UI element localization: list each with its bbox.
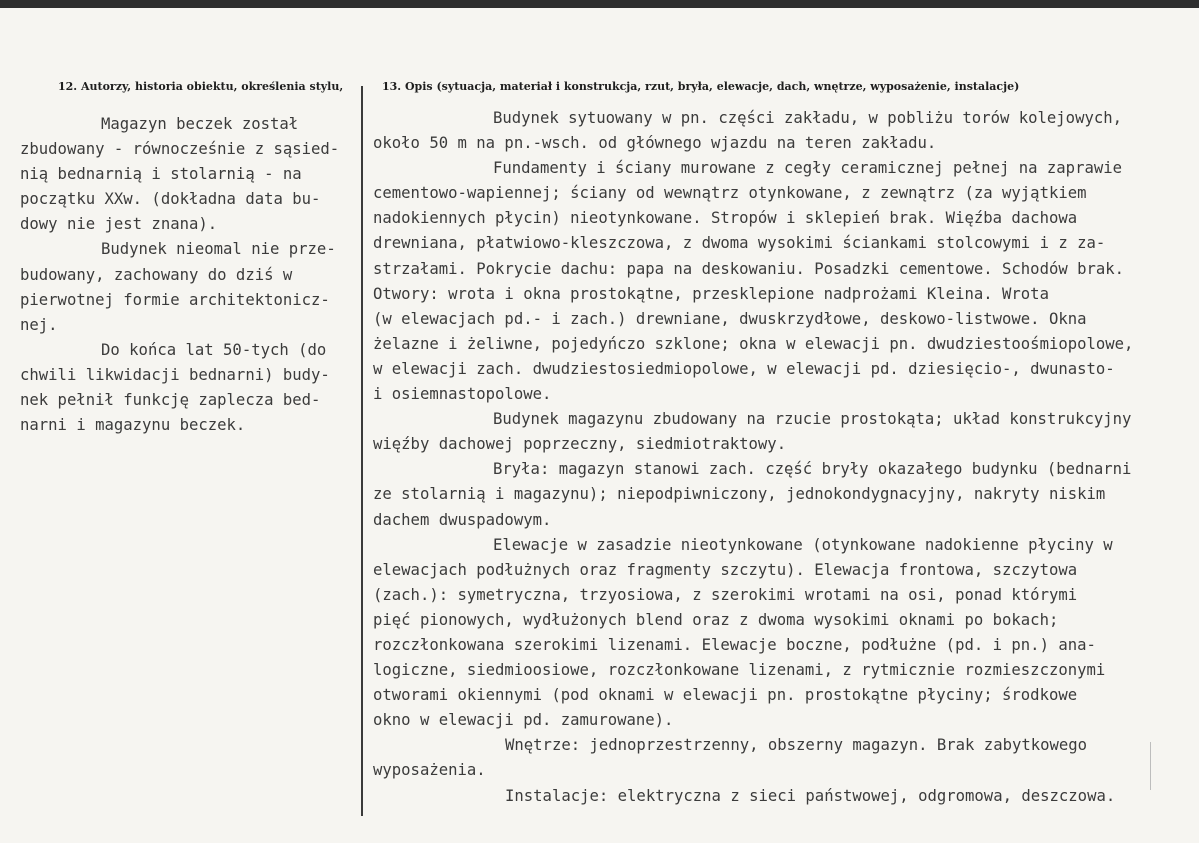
text-line: wyposażenia. <box>373 761 486 780</box>
text-line: budowany, zachowany do dziś w <box>20 265 293 284</box>
text-line: nej. <box>20 315 58 334</box>
text-line: Do końca lat 50-tych (do <box>101 340 327 359</box>
text-line: (zach.): symetryczna, trzyosiowa, z szerokimi wrotami na osi, ponad którymi <box>373 585 1078 604</box>
text-line: Elewacje w zasadzie nieotynkowane (otynkowane nadokienne płyciny w <box>493 535 1113 554</box>
section-12-text <box>20 112 339 438</box>
margin-mark <box>1150 742 1151 790</box>
text-line: pięć pionowych, wydłużonych blend oraz z dwoma wysokimi oknami po bokach; <box>373 610 1059 629</box>
text-line: cementowo-wapiennej; ściany od wewnątrz otynkowane, z zewnątrz (za wyjątkiem <box>373 184 1087 203</box>
text-line: Budynek magazynu zbudowany na rzucie prostokąta; układ konstrukcyjny <box>493 410 1132 429</box>
text-line: Wnętrze: jednoprzestrzenny, obszerny magazyn. Brak zabytkowego <box>505 736 1088 755</box>
text-line: nek pełnił funkcję zaplecza bed- <box>20 391 321 410</box>
top-edge-rule <box>0 0 1199 8</box>
text-line: chwili likwidacji bednarni) budy- <box>20 365 330 384</box>
text-line: narni i magazynu beczek. <box>20 416 246 435</box>
text-line: Otwory: wrota i okna prostokątne, przesklepione nadprożami Kleina. Wrota <box>373 284 1049 303</box>
text-line: Bryła: magazyn stanowi zach. część bryły okazałego budynku (bednarni <box>493 460 1132 479</box>
text-line: pierwotnej formie architektonicz- <box>20 290 330 309</box>
text-line: nią bednarnią i stolarnią - na <box>20 165 302 184</box>
section-13-text <box>373 106 1133 809</box>
text-line: Budynek nieomal nie prze- <box>101 240 336 259</box>
text-line: drewniana, płatwiowo-kleszczowa, z dwoma wysokimi ściankami stolcowymi i z za- <box>373 234 1106 253</box>
text-line: Budynek sytuowany w pn. części zakładu, w pobliżu torów kolejowych, <box>493 109 1123 127</box>
text-line: Fundamenty i ściany murowane z cegły ceramicznej pełnej na zaprawie <box>493 159 1123 178</box>
text-line: początku XXw. (dokładna data bu- <box>20 190 321 209</box>
text-line: dowy nie jest znana). <box>20 215 218 234</box>
text-line: logiczne, siedmioosiowe, rozczłonkowane lizenami, z rytmicznie rozmieszczonymi <box>373 661 1106 680</box>
text-line: ze stolarnią i magazynu); niepodpiwniczony, jednokondygnacyjny, nakryty niskim <box>373 485 1106 504</box>
text-line: nadokiennych płycin) nieotynkowane. Stropów i sklepień brak. Więźba dachowa <box>373 209 1078 228</box>
text-line: okno w elewacji pd. zamurowane). <box>373 711 674 730</box>
text-line: Instalacje: elektryczna z sieci państwowej, odgromowa, deszczowa. <box>505 786 1116 805</box>
text-line: dachem dwuspadowym. <box>373 510 552 529</box>
text-line: około 50 m na pn.-wsch. od głównego wjazdu na teren zakładu. <box>373 134 937 153</box>
text-line: elewacjach podłużnych oraz fragmenty szczytu). Elewacja frontowa, szczytowa <box>373 560 1078 579</box>
text-line: Magazyn beczek został <box>101 115 299 133</box>
text-line: żelazne i żeliwne, pojedyńczo szklone; okna w elewacji pn. dwudziestoośmiopolowe, <box>373 334 1134 353</box>
text-line: strzałami. Pokrycie dachu: papa na deskowaniu. Posadzki cementowe. Schodów brak. <box>373 259 1125 278</box>
section-12-heading: 12. Autorzy, historia obiektu, określenia stylu, <box>58 80 344 93</box>
column-divider <box>361 86 363 816</box>
text-line: więźby dachowej poprzeczny, siedmiotraktowy. <box>373 435 787 454</box>
section-13-heading: 13. Opis (sytuacja, materiał i konstrukcja, rzut, bryła, elewacje, dach, wnętrze, wyposażenie, instalacje) <box>382 80 1020 93</box>
text-line: zbudowany - równocześnie z sąsied- <box>20 140 340 159</box>
text-line: i osiemnastopolowe. <box>373 385 552 404</box>
text-line: w elewacji zach. dwudziestosiedmiopolowe, w elewacji pd. dziesięcio-, dwunasto- <box>373 359 1115 378</box>
text-line: (w elewacjach pd.- i zach.) drewniane, dwuskrzydłowe, deskowo-listwowe. Okna <box>373 309 1087 328</box>
text-line: otworami okiennymi (pod oknami w elewacji pn. prostokątne płyciny; środkowe <box>373 686 1078 705</box>
text-line: rozczłonkowana szerokimi lizenami. Elewacje boczne, podłużne (pd. i pn.) ana- <box>373 635 1096 654</box>
